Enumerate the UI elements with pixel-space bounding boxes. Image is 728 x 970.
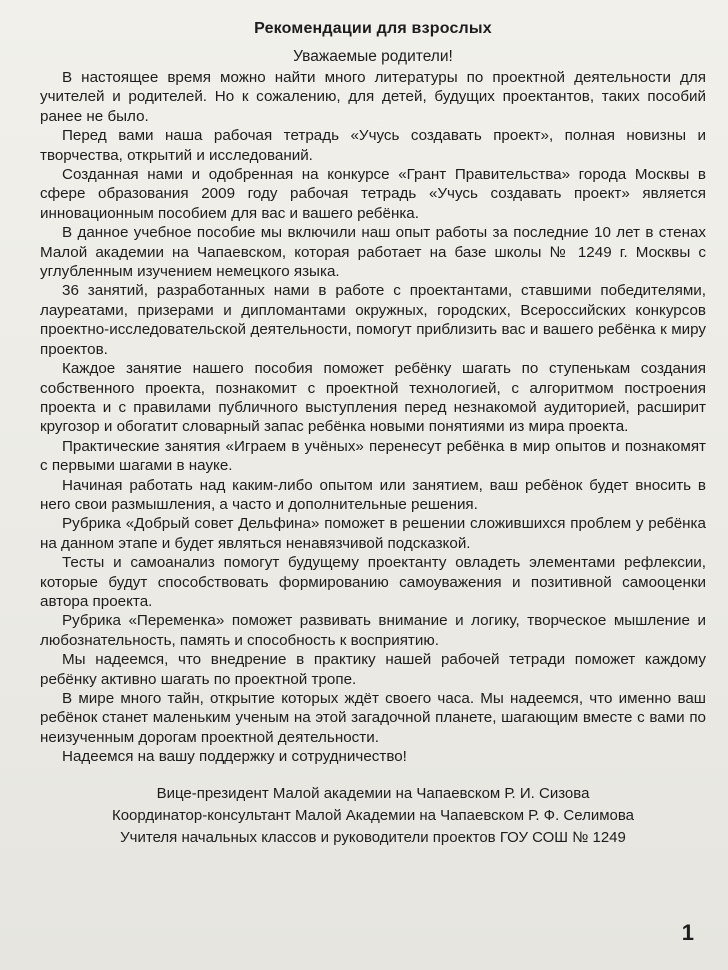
paragraph: Надеемся на вашу поддержку и сотрудничество! (62, 748, 407, 766)
paragraph: В настоящее время можно найти много литературы по проектной деятельности для учителей и родителей. Но к сожалению, для детей, будущих проектантов, таких пособий ранее не было. (40, 69, 706, 125)
page-number: 1 (681, 920, 694, 945)
paragraph: Практические занятия «Играем в учёных» перенесут ребёнка в мир опытов и познакомят с первыми шагами в науке. (40, 437, 706, 475)
paragraph: В данное учебное пособие мы включили наш опыт работы за последние 10 лет в стенах Малой академии на Чапаевском, которая работает на базе школы № 1249 г. Москвы с углубленным изучением немецкого языка. (40, 224, 706, 281)
paragraph: Созданная нами и одобренная на конкурсе «Грант Правительства» города Москвы в сфере образования 2009 году рабочая тетрадь «Учусь создавать проект» является инновационным пособием для вас и вашего ребёнка. (40, 166, 706, 222)
body-text (40, 68, 706, 767)
signature-line: Координатор-консультант Малой Академии на Чапаевском Р. Ф. Селимова (111, 806, 635, 824)
paragraph: Рубрика «Добрый совет Дельфина» поможет в решении сложившихся проблем у ребёнка на данном этапе и будет являться ненавязчивой подсказкой. (40, 515, 706, 552)
paragraph: 36 занятий, разработанных нами в работе с проектантами, ставшими победителями, лауреатами, призерами и дипломантами окружных, городских, Всероссийских конкурсов проектно-исследовательской деятельности, помогут приблизить вас и вашего ребёнка к миру проектов. (40, 282, 706, 358)
paragraph: Тесты и самоанализ помогут будущему проектанту овладеть элементами рефлексии, которые будут способствовать формированию самоуважения и позитивной самооценки автора проекта. (40, 554, 706, 610)
paragraph: Перед вами наша рабочая тетрадь «Учусь создавать проект», полная новизны и творчества, открытий и исследований. (40, 127, 706, 164)
greeting: Уважаемые родители! (293, 48, 453, 65)
paragraph: Рубрика «Переменка» поможет развивать внимание и логику, творческое мышление и любознательность, память и способность к восприятию. (40, 612, 706, 649)
signatures (40, 783, 706, 849)
signature-line: Учителя начальных классов и руководители проектов ГОУ СОШ № 1249 (120, 828, 626, 846)
paragraph: Каждое занятие нашего пособия поможет ребёнку шагать по ступенькам создания собственного проекта, познакомит с проектной технологией, с алгоритмом построения проекта и с правилами публичного выступления перед незнакомой аудиторией, расширит кругозор и обогатит словарный запас ребёнка новыми понятиями из мира проекта. (40, 360, 706, 436)
paragraph: Мы надеемся, что внедрение в практику нашей рабочей тетради поможет каждому ребёнку активно шагать по проектной тропе. (40, 651, 706, 688)
page-title: Рекомендации для взрослых (254, 20, 492, 37)
paragraph: В мире много тайн, открытие которых ждёт своего часа. Мы надеемся, что именно ваш ребёнок станет маленьким ученым на этой загадочной планете, шагающим вместе с вами по неизученным дорогам проектной деятельности. (40, 690, 706, 746)
signature-line: Вице-президент Малой академии на Чапаевском Р. И. Сизова (156, 784, 590, 802)
paragraph: Начиная работать над каким-либо опытом или занятием, ваш ребёнок будет вносить в него свои размышления, а часто и дополнительные решения. (40, 476, 706, 513)
